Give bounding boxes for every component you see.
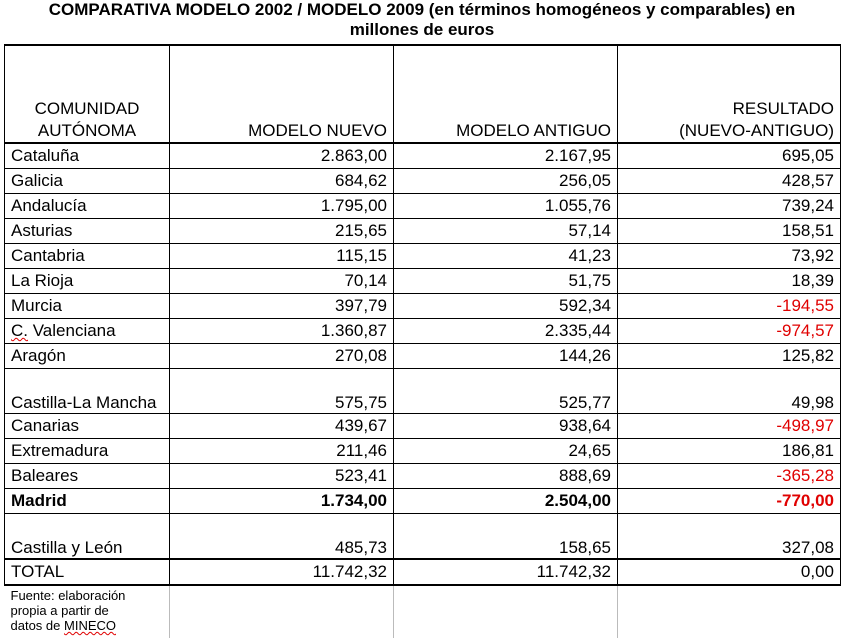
cell-comunidad: Castilla y León bbox=[5, 514, 170, 560]
cell-antiguo: 938,64 bbox=[394, 414, 618, 439]
table-row bbox=[5, 514, 841, 560]
cell-nuevo: 1.360,87 bbox=[170, 319, 394, 344]
cell-antiguo: 57,14 bbox=[394, 219, 618, 244]
table-row bbox=[5, 464, 841, 489]
header-modelo-antiguo: MODELO ANTIGUO bbox=[394, 45, 618, 143]
cell-comunidad: Galicia bbox=[5, 169, 170, 194]
comparison-table bbox=[4, 44, 841, 638]
cell-resultado: -770,00 bbox=[618, 489, 841, 514]
source-empty-2 bbox=[170, 585, 394, 638]
cell-antiguo: 1.055,76 bbox=[394, 194, 618, 219]
cell-comunidad: Canarias bbox=[5, 414, 170, 439]
cell-resultado: -365,28 bbox=[618, 464, 841, 489]
cell-comunidad bbox=[5, 319, 170, 344]
cell-comunidad: Cataluña bbox=[5, 143, 170, 169]
header-row bbox=[5, 45, 841, 143]
total-nuevo: 11.742,32 bbox=[170, 559, 394, 585]
table-body bbox=[5, 143, 841, 559]
cell-resultado: 158,51 bbox=[618, 219, 841, 244]
cell-nuevo: 439,67 bbox=[170, 414, 394, 439]
cell-nuevo: 70,14 bbox=[170, 269, 394, 294]
cell-antiguo: 41,23 bbox=[394, 244, 618, 269]
source-note bbox=[5, 585, 170, 638]
source-empty-3 bbox=[394, 585, 618, 638]
cell-antiguo: 2.504,00 bbox=[394, 489, 618, 514]
cell-antiguo: 525,77 bbox=[394, 369, 618, 414]
table-row bbox=[5, 269, 841, 294]
total-antiguo: 11.742,32 bbox=[394, 559, 618, 585]
cell-comunidad: La Rioja bbox=[5, 269, 170, 294]
total-row bbox=[5, 559, 841, 585]
cell-antiguo: 144,26 bbox=[394, 344, 618, 369]
cell-resultado: 125,82 bbox=[618, 344, 841, 369]
cell-antiguo: 24,65 bbox=[394, 439, 618, 464]
cell-comunidad: Andalucía bbox=[5, 194, 170, 219]
cell-nuevo: 270,08 bbox=[170, 344, 394, 369]
header-comunidad bbox=[5, 45, 170, 143]
table-row bbox=[5, 294, 841, 319]
table-row bbox=[5, 244, 841, 269]
table-row bbox=[5, 219, 841, 244]
header-resultado bbox=[618, 45, 841, 143]
cell-comunidad-rest: Valenciana bbox=[28, 321, 116, 340]
table-title bbox=[0, 0, 844, 40]
cell-antiguo: 256,05 bbox=[394, 169, 618, 194]
source-row bbox=[5, 585, 841, 638]
table-row bbox=[5, 143, 841, 169]
table-row bbox=[5, 414, 841, 439]
cell-resultado: 18,39 bbox=[618, 269, 841, 294]
cell-resultado: 739,24 bbox=[618, 194, 841, 219]
source-line2: propia a partir de bbox=[10, 603, 109, 618]
cell-nuevo: 575,75 bbox=[170, 369, 394, 414]
cell-resultado: -194,55 bbox=[618, 294, 841, 319]
header-comunidad-line2: AUTÓNOMA bbox=[37, 121, 137, 140]
cell-antiguo: 51,75 bbox=[394, 269, 618, 294]
table-row bbox=[5, 439, 841, 464]
source-mineco: MINECO bbox=[64, 618, 116, 633]
table-row bbox=[5, 369, 841, 414]
cell-resultado: 49,98 bbox=[618, 369, 841, 414]
cell-nuevo: 2.863,00 bbox=[170, 143, 394, 169]
cell-comunidad-abbrev: C. bbox=[11, 321, 28, 340]
cell-comunidad: Cantabria bbox=[5, 244, 170, 269]
cell-resultado: -498,97 bbox=[618, 414, 841, 439]
cell-resultado: -974,57 bbox=[618, 319, 841, 344]
cell-comunidad: Baleares bbox=[5, 464, 170, 489]
cell-resultado: 428,57 bbox=[618, 169, 841, 194]
cell-antiguo: 592,34 bbox=[394, 294, 618, 319]
cell-antiguo: 2.167,95 bbox=[394, 143, 618, 169]
cell-antiguo: 158,65 bbox=[394, 514, 618, 560]
cell-antiguo: 2.335,44 bbox=[394, 319, 618, 344]
cell-nuevo: 1.734,00 bbox=[170, 489, 394, 514]
cell-nuevo: 215,65 bbox=[170, 219, 394, 244]
cell-nuevo: 397,79 bbox=[170, 294, 394, 319]
cell-resultado: 695,05 bbox=[618, 143, 841, 169]
table-row bbox=[5, 194, 841, 219]
cell-nuevo: 485,73 bbox=[170, 514, 394, 560]
source-empty-4 bbox=[618, 585, 841, 638]
cell-resultado: 186,81 bbox=[618, 439, 841, 464]
cell-nuevo: 1.795,00 bbox=[170, 194, 394, 219]
cell-comunidad: Castilla-La Mancha bbox=[5, 369, 170, 414]
table-row bbox=[5, 489, 841, 514]
cell-nuevo: 115,15 bbox=[170, 244, 394, 269]
table-row bbox=[5, 169, 841, 194]
cell-nuevo: 684,62 bbox=[170, 169, 394, 194]
total-resultado: 0,00 bbox=[618, 559, 841, 585]
cell-nuevo: 523,41 bbox=[170, 464, 394, 489]
cell-comunidad: Murcia bbox=[5, 294, 170, 319]
source-line3-prefix: datos de bbox=[10, 618, 64, 633]
cell-resultado: 327,08 bbox=[618, 514, 841, 560]
cell-comunidad: Asturias bbox=[5, 219, 170, 244]
header-modelo-nuevo: MODELO NUEVO bbox=[170, 45, 394, 143]
cell-comunidad: Madrid bbox=[5, 489, 170, 514]
table-row bbox=[5, 319, 841, 344]
title-line-1: COMPARATIVA MODELO 2002 / MODELO 2009 (en términos homogéneos y comparables) en bbox=[48, 0, 796, 19]
header-resultado-line1: RESULTADO bbox=[732, 99, 834, 118]
total-label: TOTAL bbox=[5, 559, 170, 585]
header-comunidad-line1: COMUNIDAD bbox=[34, 99, 140, 118]
cell-resultado: 73,92 bbox=[618, 244, 841, 269]
cell-comunidad: Aragón bbox=[5, 344, 170, 369]
source-line1: Fuente: elaboración bbox=[10, 588, 126, 603]
header-resultado-line2: (NUEVO-ANTIGUO) bbox=[679, 121, 834, 140]
cell-antiguo: 888,69 bbox=[394, 464, 618, 489]
table-row bbox=[5, 344, 841, 369]
cell-nuevo: 211,46 bbox=[170, 439, 394, 464]
cell-comunidad: Extremadura bbox=[5, 439, 170, 464]
title-line-2: millones de euros bbox=[349, 20, 495, 39]
